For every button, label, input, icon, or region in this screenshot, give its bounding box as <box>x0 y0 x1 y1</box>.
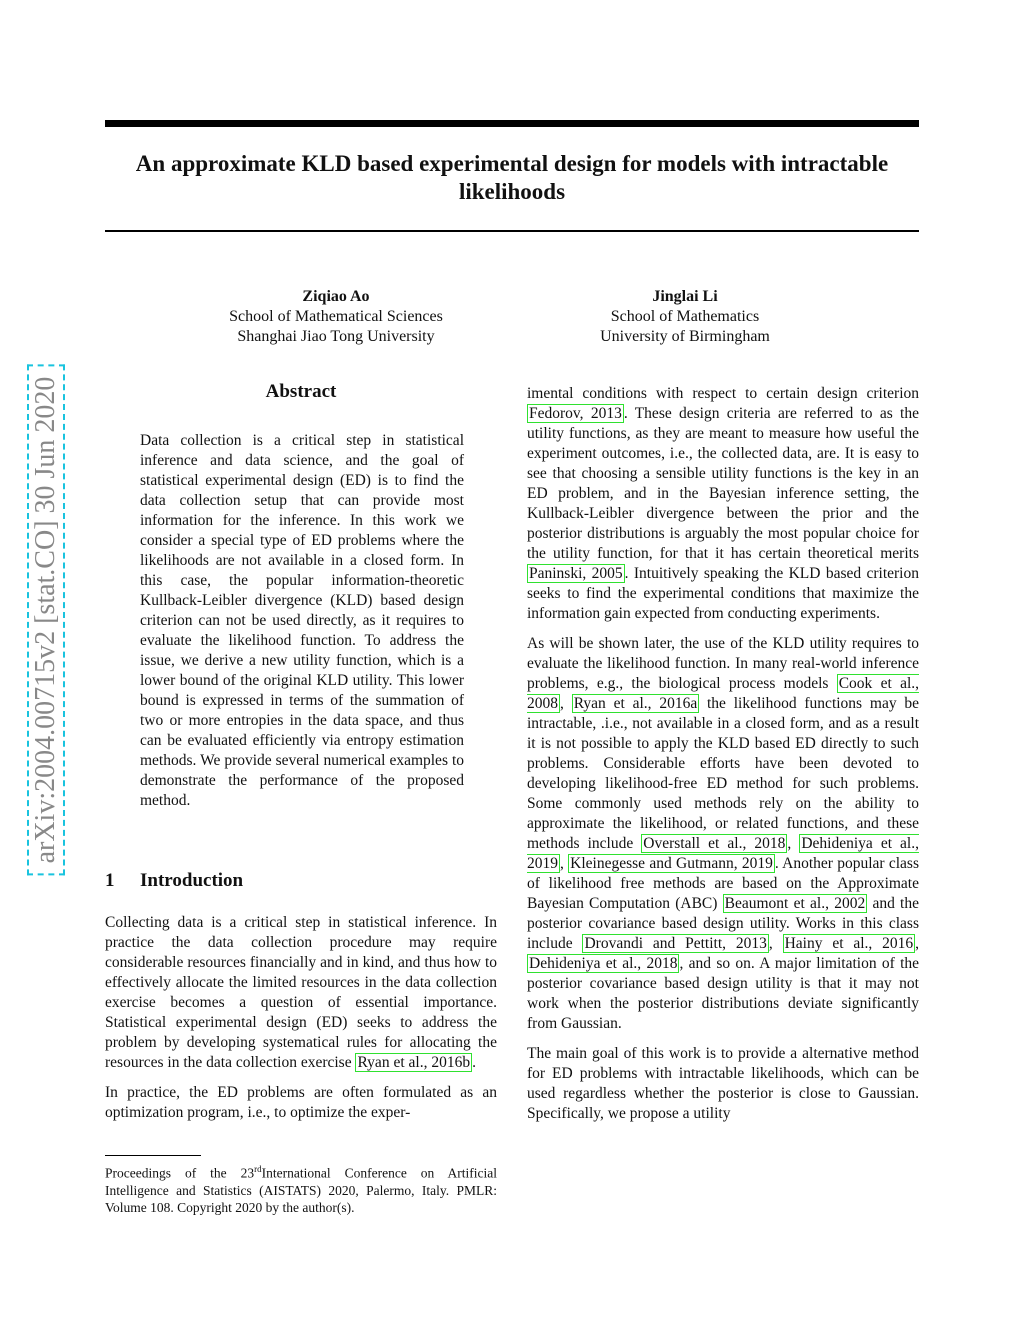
paragraph-text: , <box>560 695 572 712</box>
author-name: Jinglai Li <box>652 288 718 305</box>
paragraph <box>105 913 497 1073</box>
citation-link[interactable]: Kleinegesse and Gutmann, 2019 <box>570 855 773 872</box>
paragraph-text: imental conditions with respect to certain design criterion <box>527 385 919 402</box>
footnote-text: Proceedings of the 23 <box>105 1165 255 1181</box>
arxiv-stamp <box>18 315 74 925</box>
paragraph-text: Collecting data is a critical step in statistical inference. In practice the data collection procedure may require considerable resources financially and in kind, and thus how to effectively allocate the limited resources in the data collection exercise becomes a question of essential importance. Statistical experimental design (ED) seeks to address the problem by developing systematical rules for allocating the resources in the data collection exercise <box>105 914 497 1071</box>
paper-title: An approximate KLD based experimental design for models with intractable likelihoods <box>135 151 889 204</box>
citation-link[interactable]: Drovandi and Pettitt, 2013 <box>584 935 767 952</box>
citation-link[interactable]: Dehideniya et al., 2018 <box>529 955 678 972</box>
paragraph-text: , and so on. A major limitation of the posterior covariance based design utility is that it may not work when the posterior distributions deviate significantly from Gaussian. <box>527 955 920 1032</box>
section-title: Introduction <box>140 870 244 891</box>
paragraph-text: . These design criteria are referred to as the utility functions, as they are meant to measure how useful the experiment outcomes, i.e., the collected data, are. It is easy to see that choosing a sensible utility functions is the key in an ED problem, and in the Bayesian inference setting, the Kullback-Leibler divergence between the prior and the posterior distributions is arguably the most popular choice for the utility function, for that it has certain theoretical merits <box>527 405 919 562</box>
paragraph-text: . <box>472 1054 476 1071</box>
abstract-heading: Abstract <box>265 381 337 402</box>
citation-link[interactable]: Cook et al., 2008 <box>527 675 919 712</box>
left-column <box>105 913 497 1133</box>
citation-link[interactable]: Overstall et al., 2018 <box>643 835 786 852</box>
paragraph: In practice, the ED problems are often formulated as an optimization program, i.e., to optimize the exper- <box>105 1084 497 1121</box>
abstract-text: Data collection is a critical step in statistical inference and data science, and the goal of statistical experimental design (ED) is to find the data collection setup that can provide most information for the inference. In this work we consider a special type of ED problems where the likelihoods are not available in a closed form. In this case, the popular information-theoretic Kullback-Leibler divergence (KLD) based design criterion can not be used directly, as it requires to evaluate the likelihood function. To address the issue, we derive a new utility function, which is a lower bound of the original KLD utility. This lower bound is expressed in terms of the summation of two or more entropies in the data space, and thus can be evaluated efficiently via entropy estimation methods. We provide several numerical examples to demonstrate the performance of the proposed method. <box>140 432 464 809</box>
paragraph-text: and the posterior covariance based design utility. Works in this class include <box>527 895 919 952</box>
author-block <box>156 287 516 347</box>
citation-link[interactable]: Ryan et al., 2016b <box>357 1054 471 1071</box>
citation-link[interactable]: Fedorov, 2013 <box>529 405 622 422</box>
paragraph: The main goal of this work is to provide a alternative method for ED problems with intractable likelihoods, which can be used regardless whether the posterior is close to Gaussian. Specifically, we propose a utility <box>527 1045 919 1122</box>
citation-link[interactable]: Dehideniya et al., 2019 <box>527 835 919 872</box>
title-rule-bottom <box>105 230 919 232</box>
paragraph <box>527 634 919 1034</box>
section-number: 1 <box>105 870 115 891</box>
paragraph-text: . Intuitively speaking the KLD based criterion seeks to find the experimental conditions that maximize the information gain expected from conducting experiments. <box>527 565 919 622</box>
paragraph-text: the likelihood functions may be intractable, .i.e., not available in a closed form, and as a result it is not possible to apply the KLD based ED directly to such problems. Considerable efforts have been devoted to developing likelihood-free ED method for such problems. Some commonly used methods rely on the ability to approximate the likelihood, or related functions, and these methods include <box>527 695 920 852</box>
paragraph-text: , <box>787 835 800 852</box>
author-organization: Shanghai Jiao Tong University <box>237 328 435 345</box>
footnote <box>105 1161 497 1216</box>
footnote-superscript: rd <box>254 1164 262 1174</box>
paragraph-text: As will be shown later, the use of the KLD utility requires to evaluate the likelihood function. In many real-world inference problems, e.g., the biological process models <box>527 635 919 692</box>
footnote-rule <box>105 1155 201 1156</box>
citation-link[interactable]: Hainy et al., 2016 <box>784 935 914 952</box>
author-block <box>505 287 865 347</box>
title-rule-top <box>105 120 919 127</box>
citation-link[interactable]: Paninski, 2005 <box>529 565 623 582</box>
author-name: Ziqiao Ao <box>302 288 370 305</box>
paragraph-text: . Another popular class of likelihood free methods are based on the Approximate Bayesian Computation (ABC) <box>527 855 919 912</box>
author-department: School of Mathematics <box>610 308 760 325</box>
author-department: School of Mathematical Sciences <box>229 308 443 325</box>
citation-link[interactable]: Beaumont et al., 2002 <box>724 895 866 912</box>
paragraph-text: , <box>560 855 569 872</box>
footnote-text: International Conference on Artificial Intelligence and Statistics (AISTATS) 2020, Palermo, Italy. PMLR: Volume 108. Copyright 2020 by the author(s). <box>105 1165 497 1215</box>
author-organization: University of Birmingham <box>600 328 770 345</box>
section-heading <box>105 870 243 892</box>
citation-link[interactable]: Ryan et al., 2016a <box>573 695 698 712</box>
right-column <box>527 384 919 1134</box>
paragraph-text: , <box>915 935 920 952</box>
arxiv-id[interactable]: arXiv:2004.00715v2 [stat.CO] 30 Jun 2020 <box>27 365 65 876</box>
paragraph-text: , <box>768 935 783 952</box>
paragraph <box>527 384 919 624</box>
